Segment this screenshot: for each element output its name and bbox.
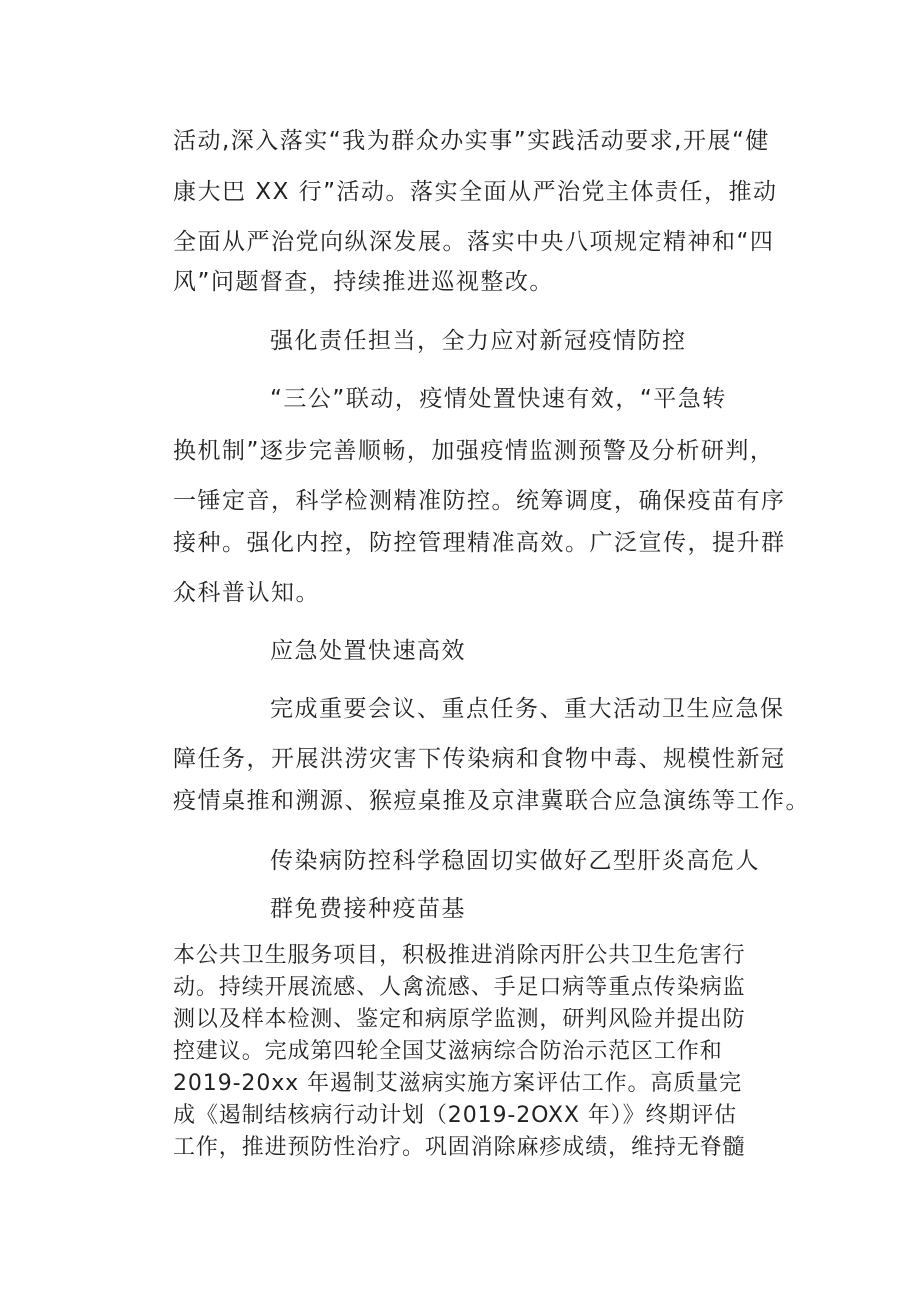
body-line: 工作，推进预防性治疗。巩固消除麻疹成绩，维持无脊髓 [173,1135,746,1160]
body-line: 接种。强化内控，防控管理精准高效。广泛宣传，提升群 [173,530,786,556]
body-line: 完成重要会议、重点任务、重大活动卫生应急保 [270,696,785,722]
section-heading: 应急处置快速高效 [270,638,466,664]
body-line: 一锤定音，科学检测精准防控。统筹调度，确保疫苗有序 [173,488,786,514]
body-line: 成《遏制结核病行动计划（2019-2OXX 年）》终期评估 [173,1103,738,1128]
body-line: 动。持续开展流感、人禽流感、手足口病等重点传染病监 [173,975,746,1000]
body-line: 疫情桌推和溯源、猴痘桌推及京津冀联合应急演练等工作。 [173,788,810,814]
body-line: 换机制”逐步完善顺畅，加强疫情监测预警及分析研判， [173,438,775,464]
body-line: 全面从严治党向纵深发展。落实中央八项规定精神和“四 [173,229,775,255]
body-line: 障任务，开展洪涝灾害下传染病和食物中毒、规模性新冠 [173,746,786,772]
body-line: 控建议。完成第四轮全国艾滋病综合防治示范区工作和 [173,1039,723,1064]
section-heading: 强化责任担当，全力应对新冠疫情防控 [270,328,687,354]
body-line: 风”问题督查，持续推进巡视整改。 [173,269,554,295]
body-line: 测以及样本检测、鉴定和病原学监测，研判风险并提出防 [173,1007,746,1032]
body-line: 康大巴 XX 行”活动。落实全面从严治党主体责任，推动 [173,179,778,205]
body-line: 众科普认知。 [173,580,320,606]
section-heading: 传染病防控科学稳固切实做好乙型肝炎高危人 [270,848,760,874]
body-line: 活动,深入落实“我为群众办实事”实践活动要求,开展“健 [173,128,770,154]
body-line: 2019-20xx 年遏制艾滋病实施方案评估工作。高质量完 [173,1071,743,1096]
body-line: “三公”联动，疫情处置快速有效，“平急转 [270,386,727,412]
body-line: 本公共卫生服务项目，积极推进消除丙肝公共卫生危害行 [173,943,746,968]
section-heading: 群免费接种疫苗基 [270,896,466,922]
